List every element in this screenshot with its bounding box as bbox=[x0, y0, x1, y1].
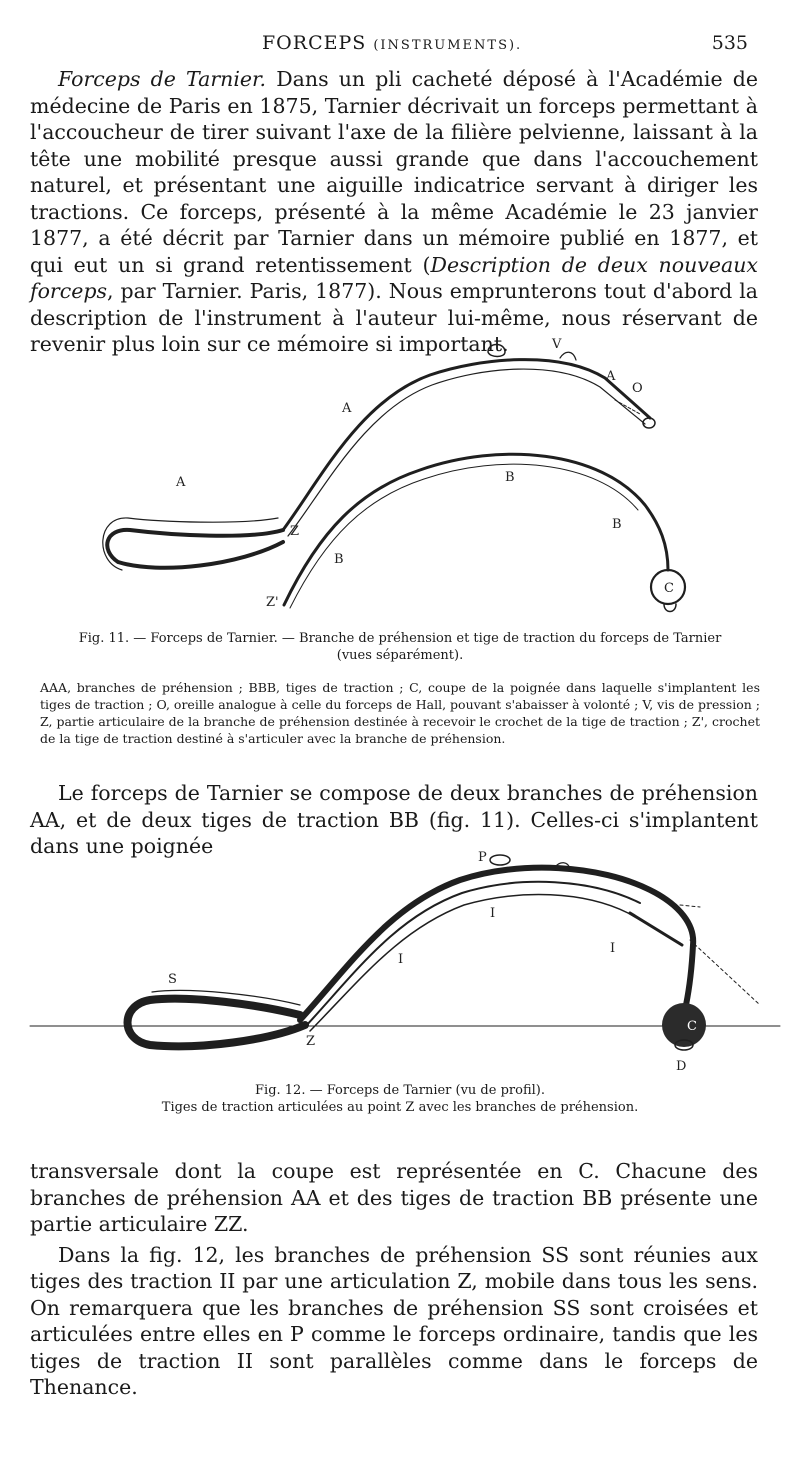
running-title-main: FORCEPS bbox=[262, 32, 367, 54]
label-a-left: A bbox=[176, 475, 186, 490]
figure-12-illustration bbox=[0, 845, 800, 1070]
running-head bbox=[0, 30, 800, 58]
running-title-sub: (INSTRUMENTS). bbox=[373, 38, 523, 53]
paragraph-intro bbox=[30, 66, 758, 358]
figure-11-illustration bbox=[0, 330, 800, 620]
label-b-right: B bbox=[612, 517, 622, 532]
cited-work-title: Description de deux nouveaux forceps bbox=[30, 252, 758, 303]
fig12-label-s: S bbox=[168, 972, 177, 987]
paragraph-composition-text: Le forceps de Tarnier se compose de deux branches de préhension AA, et de deux tiges de traction BB (fig. 11). Celles-ci s'implantent dans une poignée bbox=[30, 781, 758, 858]
label-b-left: B bbox=[334, 552, 344, 567]
label-a-mid: A bbox=[342, 401, 352, 416]
label-v: V bbox=[552, 337, 562, 352]
label-o: O bbox=[632, 381, 643, 396]
paragraph-lead: Forceps de Tarnier. bbox=[58, 67, 267, 91]
figure-11-caption-line1: Fig. 11. — Forceps de Tarnier. — Branche de préhension et tige de traction du forceps de Tarnier bbox=[78, 631, 722, 646]
paragraph-text-a: Dans un pli cacheté déposé à l'Académie de médecine de Paris en 1875, Tarnier décrivait un forceps permettant à l'accoucheur de tirer suivant l'axe de la filière pelvienne, laissant à la tête une mobilité presque aussi grande que dans l'accouchement naturel, et présentant une aiguille indicatrice servant à diriger les tractions. Ce forceps, présenté à la même Académie le 23 janvier 1877, a été décrit par Tarnier dans un mémoire publié en 1877, et qui eut un si grand retentissement ( bbox=[30, 67, 758, 277]
figure-11-legend-text: AAA, branches de préhension ; BBB, tiges de traction ; C, coupe de la poignée dans laquelle s'implantent les tiges de traction ; O, oreille analogue à celle du forceps de Hall, pouvant s'abaisser à volonté ; V, vis de pression ; Z, partie articulaire de la branche de préhension destinée à recevoir le crochet de la tige de traction ; Z', crochet de la tige de traction destiné à s'articuler avec la branche de préhension. bbox=[40, 680, 760, 746]
fig12-label-c: C bbox=[687, 1019, 697, 1034]
figure-11-legend bbox=[40, 679, 760, 747]
label-c: C bbox=[664, 581, 674, 596]
figure-11-caption bbox=[40, 630, 760, 664]
paragraph-text-b: , par Tarnier. Paris, 1877). Nous emprunterons tout d'abord la description de l'instrument à l'auteur lui-même, nous réservant de revenir plus loin sur ce mémoire si important. bbox=[30, 279, 758, 356]
figure-12-caption-line1: Fig. 12. — Forceps de Tarnier (vu de profil). bbox=[255, 1083, 545, 1098]
label-z: Z bbox=[290, 524, 300, 539]
fig12-label-i-top: I bbox=[490, 906, 496, 921]
page-number: 535 bbox=[711, 32, 748, 54]
label-b-top: B bbox=[505, 470, 515, 485]
paragraph-figure12: Dans la fig. 12, les branches de préhension SS sont réunies aux tiges des traction II par une articulation Z, mobile dans tous les sens. On remarquera que les branches de préhension SS sont croisées et articulées entre elles en P comme le forceps ordinaire, tandis que les tiges de traction II sont parallèles comme dans le forceps de Thenance. bbox=[30, 1242, 758, 1399]
figure-12-caption-line2: Tiges de traction articulées au point Z avec les branches de préhension. bbox=[161, 1100, 639, 1115]
label-z-prime: Z' bbox=[266, 595, 279, 610]
figure-12-caption bbox=[40, 1082, 760, 1116]
fig12-label-p: P bbox=[478, 850, 487, 865]
fig12-label-i-left: I bbox=[398, 952, 404, 967]
fig12-label-d: D bbox=[676, 1059, 687, 1070]
paragraph-continuation bbox=[30, 1158, 758, 1401]
label-a-top: A bbox=[606, 369, 616, 384]
running-title bbox=[262, 32, 522, 54]
fig12-label-z: Z bbox=[306, 1034, 316, 1049]
paragraph-continuation-text: transversale dont la coupe est représentée en C. Chacune des branches de préhension AA et des tiges de traction BB présente une partie articulaire ZZ. bbox=[30, 1159, 758, 1236]
figure-11-caption-line2: (vues séparément). bbox=[336, 648, 464, 663]
fig12-label-i-right: I bbox=[610, 941, 616, 956]
